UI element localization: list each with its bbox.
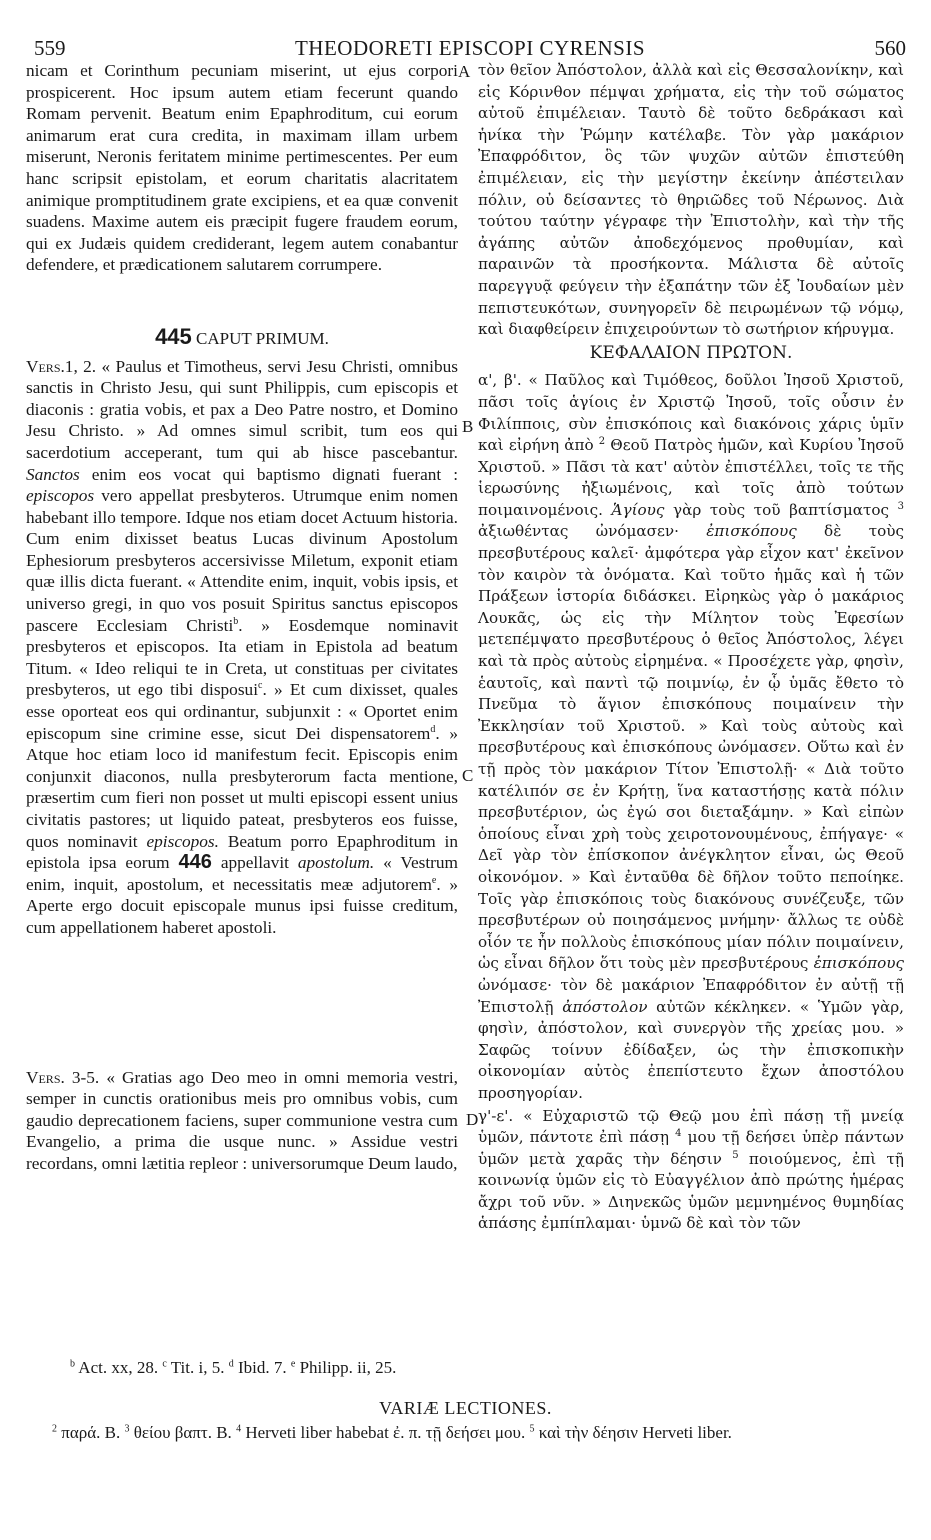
page-number-left: 559 [34,36,66,60]
variant-ref-5: 5 [732,1149,739,1161]
text-run: vero appellat presbyteros. Utrumque enim nomen habebant illo tempore. Idque nos etiam docet Actuum historia. Cum enim dixisset beatus Lucas divinum Apostolum Ephesiorum presbyteros accersivisse Miletum, exponit etiam quæ illis dicta fuerant. « Attendite enim, inquit, vobis ipsis, et universo gregi, in quo vos posuit Spiritus sanctus episcopos pascere Ecclesiam Christi [26,486,458,635]
variant-mark-2: 2 [52,1423,57,1435]
variant-5: καὶ τὴν δέησιν Herveti liber. [534,1423,732,1442]
text-run: γὰρ τοὺς τοῦ βαπτίσματος [664,500,898,519]
italic-term: apostolum. [297,853,375,873]
latin-verse-1-2 [26,356,458,939]
variae-lectiones [52,1422,908,1443]
italic-term: Ἁγίους [611,500,665,519]
variant-mark-5: 5 [529,1423,535,1435]
text-run: « Gratias ago Deo meo in omni memoria vestri, semper in cunctis orationibus meis pro omnibus vobis, cum gaudio deprecationem faciens, super communione vestra cum Evangelio, a prima die usque nunc. » Assidue vestri recordans, omni lætitia repleor : universorumque Deum laudo, [26,1067,458,1173]
italic-term: ἐπισκόπους [813,954,904,973]
variant-mark-4: 4 [236,1423,242,1435]
chapter-heading-latin [26,323,458,350]
column-number-446: 446 [178,851,212,874]
text-run: δὲ τοὺς πρεσβυτέρους καλεῖ· ἀμφότερα γὰρ εἶχον κατ' ἐκεῖνον τὸν καιρὸν τὰ ὀνόματα. Καὶ τοῦτο ἡμᾶς καὶ ἡ τῶν Πράξεων ἱστορία διδάσκει. Εἰρηκὼς γὰρ ὁ μακάριος Λουκᾶς, ὡς εἰς τὴν Μίλητον τοὺς Ἐφεσίων μετεπέμψατο πρεσβυτέρους ὁ θεῖος Ἀπόστολος, λέγει καὶ τὰ πρὸς αὐτοὺς εἰρημένα. « Προσέχετε γὰρ, φησὶν, ἑαυτοῖς, καὶ παντὶ τῷ ποιμνίῳ, ἐν ᾧ ὑμᾶς ἔθετο τὸ Πνεῦμα τὸ ἅγιον ἐπισκόπους ποιμαίνειν τὴν Ἐκκλησίαν τοῦ Χριστοῦ. » Καὶ τοὺς αὐτοὺς καὶ πρεσβυτέρους καὶ ἐπισκόπους ὠνόμασεν. Οὕτω καὶ ἐν τῇ πρὸς τὸν μακάριον Τίτον Ἐπιστολῇ· « Διὰ τοῦτο κατέλιπόν σε ἐν Κρήτῃ, ἵνα καταστήσῃς κατὰ πόλιν πρεσβυτέριον, ὡς ἐγώ σοι διεταξάμην. » Καὶ εἰπὼν ὁποίους εἶναι χρὴ τοὺς χειροτονουμένους, ἐπήγαγε· « Δεῖ γὰρ τὸν ἐπίσκοπον ἀνέγκλητον εἶναι, ὡς Θεοῦ οἰκονόμον. » Καὶ ἐνταῦθα δὲ δῆλον τοῦτο πεποίηκε. Τοῖς γὰρ ἐπισκόποις τοὺς διακόνους συνέζευξε, τῶν πρεσβυτέρων οὐ ποιησάμενος μνήμην· ἄλλως τε οὐδὲ οἷόν τε ἦν πολλοὺς ἐπισκόπους μίαν πόλιν ποιμαίνειν, ὡς εἶναι δῆλον ὅτι τοὺς μὲν πρεσβυτέρους [478,522,904,973]
column-number-445: 445 [155,323,192,349]
greek-verse-3-5 [478,1106,904,1236]
verse-label: γ'-ε'. [478,1106,514,1125]
text-run: μου τῇ δεήσει ὑπὲρ πάντων ὑμῶν μετὰ χαρᾶς τὴν δέησιν [478,1128,904,1168]
margin-marker-b: B [462,417,474,436]
variant-ref-2: 2 [598,436,606,448]
text-run: . » Et cum dixisset, quales esse oporteat eos qui ordinantur, subjunxit : « Oportet enim episcopum sine crimine esse, sicut Dei dispensatorem [26,680,458,743]
footnote-mark-e: e [290,1358,296,1370]
footnote-ref-c: c [258,680,263,692]
text-run: « Παῦλος καὶ Τιμόθεος, δοῦλοι Ἰησοῦ Χριστοῦ, πᾶσι τοῖς ἁγίοις ἐν Χριστῷ Ἰησοῦ, τοῖς οὖσιν ἐν Φιλίπποις, σὺν ἐπισκόποις καὶ διακόνοις χάρις ὑμῖν καὶ εἰρήνη ἀπὸ [478,371,904,455]
latin-intro-paragraph: nicam et Corinthum pecuniam miserint, ut ejus corpori prospicerent. Hoc ipsum autem etiam fecerunt quando Romam pervenit. Beatum enim Epaphroditum, cui eorum animarum erat cura credita, in maximam illam urbem miserunt, Neronis feritatem minime pertimescentes. Per eum hanc scripsit epistolam, et eorum charitatis alacritatem animique promptitudinem grate excipiens, et ea quæ convenit suadens. Maxime autem eis præcipit fugere fraudem eorum, qui ex Judæis quidem crediderant, legem autem conabantur defendere, et prædicationem salutarem corrumpere. [26,61,458,275]
margin-marker-a: A [458,62,471,81]
latin-verse-3-5 [26,1067,458,1175]
latin-column [26,60,458,1175]
footnote-ref-e: e [431,875,437,887]
spacer [26,276,458,318]
variant-3: θείου βαπτ. B. [129,1423,237,1442]
italic-term: Sanctos [26,464,80,484]
running-head [34,36,906,60]
text-run: ἀξιωθέντας ὠνόμασεν· [478,522,707,541]
margin-marker-d: D [466,1110,479,1129]
text-run: . » Aperte ergo docuit episcopale munus ipsi fuisse creditum, cum appellationem haberet apostoli. [26,874,458,937]
variant-ref-4: 4 [675,1128,682,1140]
greek-verse-1-2 [478,370,904,1104]
greek-intro-paragraph: τὸν θεῖον Ἀπόστολον, ἀλλὰ καὶ εἰς Θεσσαλονίκην, καὶ εἰς Κόρινθον πέμψαι χρήματα, εἰς τὴν τοῦ σώματος αὐτοῦ ἐπιμέλειαν. Ταυτὸ δὲ τοῦτο δεδράκασι καὶ ἡνίκα τὴν Ῥώμην κατέλαβε. Τὸν γὰρ μακάριον Ἐπαφρόδιτον, ὃς τῶν ψυχῶν αὐτῶν ἐπιστεύθη ἐπιμέλειαν, εἰς τὴν μεγίστην ἐκείνην ἀπέστειλαν πόλιν, οὐ δείσαντες τὸ θηριῶδες τοῦ Νέρωνος. Διὰ τούτου ταύτην γέγραφε τὴν Ἐπιστολὴν, καὶ τὴν τῆς ἀγάπης αὐτῶν ἀποδεχόμενος προθυμίαν, καὶ παραινῶν τὰ προσήκοντα. Μάλιστα δὲ αὐτοῖς παρεγγυᾷ φεύγειν τὴν ἐξαπάτην τῶν ἐξ Ἰουδαίων μὲν πεπιστευκότων, συνηγορεῖν δὲ πειρωμένων τῷ νόμῳ, καὶ διαφθείρειν ἐπιχειρούντων τὸ σωτήριον κήρυγμα. [478,61,904,339]
footnote-ref-d: d [430,723,436,735]
variant-2: παρά. B. [57,1423,125,1442]
text-run: appellavit [211,853,298,873]
footnote-e: Philipp. ii, 25. [295,1358,397,1377]
italic-term: ἀπόστολον [562,997,648,1016]
text-run: « Vestrum enim, inquit, apostolum, et necessitatis meæ adjutorem [26,853,458,894]
text-run: enim eos vocat qui baptismo dignati fuerant : [79,464,458,484]
text-run: ποιούμενος, ἐπὶ τῇ κοινωνίᾳ ὑμῶν εἰς τὸ Εὐαγγέλιον ἀπὸ πρώτης ἡμέρας ἄχρι τοῦ νῦν. » Διηνεκῶς ὑμῶν μεμνημένος θυμηδίας ἁπάσης ἐμπίπλαμαι· ὑμνῶ δὲ καὶ τὸν τῶν [478,1149,904,1233]
text-run: Beatum porro Epaphroditum in epistola ipsa eorum [26,831,458,873]
italic-term: episcopos [26,486,95,506]
footnote-mark-d: d [228,1358,234,1370]
text-run: « Εὐχαριστῶ τῷ Θεῷ μου ἐπὶ πάσῃ τῇ μνείᾳ ὑμῶν, πάντοτε ἐπὶ πάσῃ [478,1106,904,1147]
footnotes [70,1358,910,1378]
text-run: . » Eosdemque nominavit presbyteros et episcopos. Ita etiam in Epistola ad beatum Titum. « Ideo reliqui te in Creta, ut constituas per civitates presbyteros, ut ego tibi disposui [26,615,458,700]
spacer [26,939,458,1067]
variant-mark-3: 3 [124,1423,130,1435]
text-run: ὠνόμασε· τὸν δὲ μακάριον Ἐπαφρόδιτον ἐν αὐτῇ τῇ Ἐπιστολῇ [478,975,904,1016]
margin-marker-c: C [462,766,474,785]
text-run: . » Atque hoc etiam loco id manifestum fecit. Episcopis enim conjunxit diaconos, nulla presbyterorum facta mentione, præsertim cum fieri non posset ut multi episcopi essent unius civitatis pastores; ut liquido pateat, presbyteros eos fuisse, quos nominavit [26,723,459,851]
footnote-d: Ibid. 7. [233,1358,291,1377]
footnote-mark-b: b [70,1358,75,1370]
footnote-b: Act. xx, 28. [75,1358,163,1377]
verse-label: Vers. 3-5. [26,1067,100,1087]
footnote-c: Tit. i, 5. [166,1358,229,1377]
text-run: « Paulus et Timotheus, servi Jesu Christi, omnibus sanctis in Christo Jesu, qui sunt Philippis, cum episcopis et diaconis : gratia vobis, et pax a Deo Patre nostro, et Domino Jesu Christo. » Ad omnes simul scribit, tum eos qui sacerdotium acceperant, tum qui ab hisce pascebantur. [26,356,458,462]
variant-ref-3: 3 [897,500,904,512]
running-title: THEODORETI EPISCOPI CYRENSIS [294,36,646,60]
variant-4: Herveti liber habebat ἐ. π. τῇ δεήσει μου. [241,1423,530,1442]
italic-term: episcopos. [146,831,219,851]
italic-term: ἐπισκόπους [706,522,797,541]
greek-column [478,60,904,1235]
verse-label: Vers.1, 2. [26,356,97,376]
chapter-heading-greek: ΚΕΦΑΛΑΙΟΝ ΠΡΩΤΟΝ. [589,342,793,363]
text-run: Θεοῦ Πατρὸς ἡμῶν, καὶ Κυρίου Ἰησοῦ Χριστοῦ. » Πᾶσι τὰ κατ' αὐτὸν ἐπιστέλλει, τοῖς τε τῆς ἱερωσύνης ἠξιωμένοις, καὶ τοῖς ἀπὸ τούτων ποιμαινομένοις. [478,436,905,519]
footnote-mark-c: c [162,1358,167,1370]
chapter-title-latin: CAPUT PRIMUM. [196,328,329,348]
footnote-ref-b: b [233,615,239,627]
variae-lectiones-heading: VARIÆ LECTIONES. [379,1398,552,1418]
verse-label: α', β'. [478,371,522,390]
text-run: αὐτῶν κέκληκεν. « Ὑμῶν γὰρ, φησὶν, ἀπόστολον, καὶ συνεργὸν τῆς χρείας μου. » Σαφῶς τοίνυν ἐδίδαξεν, ὡς τὴν ἐπισκοπικὴν οἰκονομίαν αὐτὸς ἐπεπίστευτο ἔχων ἀποστόλου προσηγορίαν. [478,997,905,1102]
page-number-right: 560 [874,36,906,60]
